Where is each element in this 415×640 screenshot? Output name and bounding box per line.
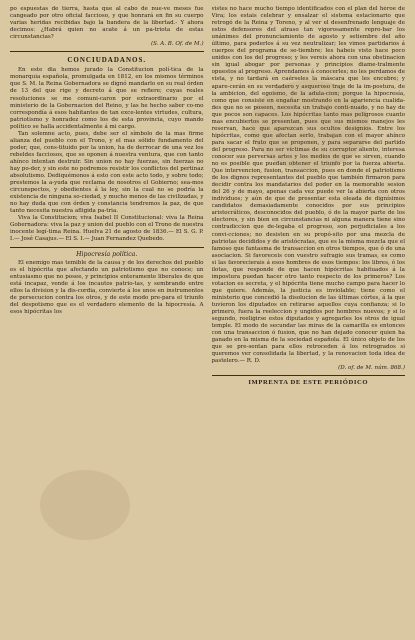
right-column — [212, 6, 406, 640]
left-column — [10, 6, 204, 640]
article-signature: (D. of. de M. núm. 868.) — [338, 365, 405, 372]
proclamation-paragraph: En este dia hemos jurado la Constitucion polí-tica de la monarquia española, promulgada en 1812, en los mismos términos que S. M. la Reina Gobernadora se dignó mandarlo en su real órden de 13 del que rige y decreto á que se refiere; cuyas reales resoluciones se me comuni-caron por extraordinario por el ministerio de la Gobernacion del Reino, y las he hecho saber co-mo correspondía á esos habitantes de tan exce-lentes virtudes, cultura, patriotismo y honradez como los de esta provincia, cuyo mando político se halla accidentalmente á mi cargo. — [10, 67, 204, 130]
proclamation-paragraph: Tan solemne acto, pues, debe ser el símbolo de la mas firme alianza del pueblo con el Trono, y el mas sólido fundamento del poder, que, cons-tituido por la union, ha de derrocar de una vez los rebeldes facciosos, que se oponen á nuestra ventura, que con tanto ahínco intentan destruir. Sin union no hay fuerzas, sin fuerzas no hay po-der, y sin este no podremos resistir los conflictos del pertinaz absolutismo. Dediquémonos á esto con este acto todo, y sobre todo; prestemos la a-yuda que reclama de nosotros el Gobierno; sea-mos circunspectos, y obedientes á la ley, sin la cual no se podría la existencia de ninguna so-ciedad, y mucho menos de las civilizadas, y no hay duda que con órden y constancia tendremos la paz, de que tanto necesita nuestra afligida pa-tria. — [10, 130, 204, 215]
printer-imprint: IMPRENTA DE ESTE PERIÓDICO — [248, 379, 369, 387]
article-paragraph: vistes no hace mucho tiempo identificados con el plan del héroe de Vira; los estais celebrar y ensalzar el sistema estacionario que retrogó de la Reina y Toreno, y al ver el desenfrenado lenguaje de estos defensores del atraso tan vigorosamente repro-bar los unánimes del pronunciamiento de agosto y setiembre del año último, para poderlos á su vez neutralizar; les vimos partidarios á cuerpos del programa de se-tiembre; les habeis visto hace poco unidos con los del progreso; y les vereis ahora con una obstinacion sin igual abogar por personas y principios diame-tralmente opuestos al progreso. Aprendamos á conocerles; no les perdamos de vista, y no tardará en caérseles la máscara que les encubre; y apare-cerán en su verdadero y asqueroso traje de la im-postura, de la ambicion, del egoismo, de la adula-cion; porque la hipocresía, como que consiste en engañar mostrando en la apariencia cualida-des que no se poseen, necesita un trabajo conti-nuado, y no hay de que pocos son capaces. Los hipócritas tanto mas peligrosos cuanto mas encubiertos se presentan, pues que sus mismos manejos les reservan, hace que aparezcan sus ocultos designios. Entre los hipócritas, como que afectan serlo, trabajan con el mayor ahínco para sacar el fruto que se proponen, y para separarse del partido del progreso. Para no ser víctimas de su corruptor aliento, interesa conocer sus perversas artes y los medios de que se sirven, cuando no es posible que puedan obtener el triunfo por la fuerza abierta. Que intervencion, fusion, transaccion, pues en donde el patriotismo de los dignos representantes del pueblo que también firmaron para decidir contra los mandatarios del poder en la memorable sesion del 26 y de mayo, apenas cada vez puede ver la abierta con otros individuos; y aún de que de presentar esta oleada de dignísimos candidatos demasiadamente conocidos por sus principios aristocráticos, desconocidos del pueblo, ó de la mayor parte de los electores, y sin bien en circunstancias ni alguna manera tiene sino contradiccion que de-legaba el progreso, son perjudiciales a los convi-cciones; no desisten en su propó-sito por una mezcla de patriotas decididos y de aristócratas, que es la misma mezcla que el famoso que fantasma de transaccion en otros tiempos, que ó de una asociacion. Si favoreceis con vuestro sufragio sus tramas, es como si las favorecierais á esos hombres de esos tiempos: los libres, ó los ilotas, que responde de que hacen hipócritas habituados á la impostura puedan hacer otro tanto respecto de los primeros? Los votacion es secreta, y el hipócrita tiene mucho campo para hacer lo que quiere. Además, la justicia es inviolable; tiene como el ministerio que concedió la disolucion de las últimas córtes, á la que tuvieron los diputados en retirarse aquellos cuya confianza; si lo primero, fuera la reeleccion y ungidos por hombres nuevos; y si lo segundo, reeligirse estos diputados y agregarles los otros de igual temple. El modo de secundar las miras de la camarilla es entonces con una transaccion ó fusion, que no han dejado conocer quien ha ganado en la misma de la sociedad española. El único objeto de los que se pre-sentan para ellos retroceden á los retrogrados si queremos ver consolidada la libertad, y la renovacion toda idea de pastelero.— R. D. — [211, 6, 405, 365]
section-title: CONCIUDADANOS. — [67, 56, 147, 65]
proclamation-closing: Viva la Constitucion; viva Isabel II Constitucional: viva la Reina Gobernadora: viva la paz y union del pueblo con el Trono de nuestra inocente legí-tima Reina. Huelva 21 de agosto de 1836.— El S. G. P. I.— José Casajus.— El S. I.— Juan Fernandez Quebedo. — [10, 215, 204, 243]
divider — [10, 247, 204, 248]
article-paragraph: El enemigo mas temible de la causa y de los derechos del pueblo es el hipócrita que afectando un patriotismo que no conoce; un entusiasmo que no posee, y principios enteramente liberales de que está incapaz, vende á los incautos patrio-tas, y sembrando entre ellos la division y la dis-cordia, convierte á los unos en instrumentos de persecucion contra los otros, y de este modo pre-para el triunfo del despotismo que es el verdadero elemento de la hipocresía. A esos hipócritas los — [10, 259, 204, 315]
article-signature: (S. A. B. Of. de M.) — [150, 41, 204, 48]
article-continuation: po espuestas de tierra, hasta que al cabo de nue-ve meses fue cangeado por otro oficial faccioso, y que honrará en fin su cuerpo varias heridas recibidas bajo la bandera de la libertad.- Y ahora decimos: ¿Habrá quien no acate á un pa-triota de estas circunstancias? — [10, 6, 204, 41]
divider — [10, 51, 204, 52]
divider — [212, 375, 406, 376]
article-heading: Hipocresía política. — [76, 250, 138, 258]
